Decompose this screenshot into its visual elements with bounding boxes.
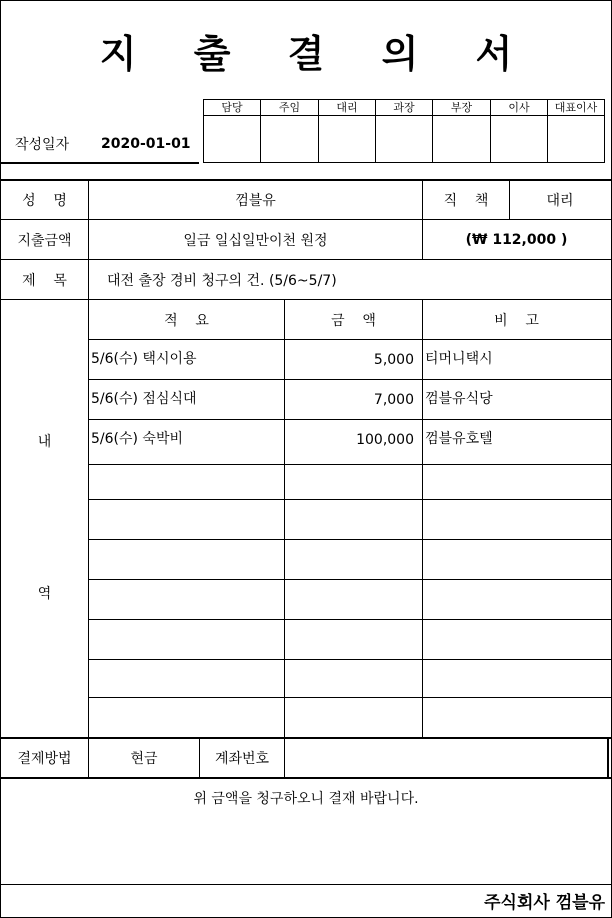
account-label: 계좌번호 [214,751,270,767]
request-text: 위 금액을 청구하오니 결재 바랍니다. [193,791,419,807]
approval-role: 이사 [491,100,548,115]
date-label: 작성일자 [15,137,70,153]
approval-sign-box[interactable] [548,115,604,162]
approval-role: 담당 [204,100,261,115]
payment-value: 현금 [130,751,158,767]
footer-divider [1,884,611,885]
column-divider [284,738,285,778]
approval-sign-box[interactable] [319,115,376,162]
approval-sign-box[interactable] [261,115,319,162]
details-header-desc: 적 요 [164,312,209,329]
account-value[interactable] [289,739,605,777]
position-label: 직 책 [443,192,489,209]
row-divider [88,659,611,660]
subject-value: 대전 출장 경비 청구의 건. (5/6~5/7) [107,272,337,289]
details-header-note: 비 고 [494,312,539,329]
approval-sign-box[interactable] [491,115,548,162]
approval-role: 과장 [376,100,433,115]
date-value: 2020-01-01 [101,136,191,152]
detail-desc: 5/6(수) 택시이용 [91,351,197,367]
approval-sign-box[interactable] [376,115,433,162]
date-underline [1,162,199,164]
name-value: 껌블유 [235,192,276,209]
details-label-bottom: 역 [37,586,52,602]
form-title: 지 출 결 의 서 [99,32,535,76]
row-divider [88,464,611,465]
row-divider [88,619,611,620]
detail-note: 티머니택시 [425,351,493,367]
amount-label: 지출금액 [17,232,72,249]
row-divider [88,697,611,698]
row-divider [88,539,611,540]
approval-sign-box[interactable] [204,115,261,162]
payment-row-bottom [1,777,611,779]
payment-label: 결제방법 [17,751,72,767]
name-label: 성 명 [22,192,67,209]
details-header-amount: 금 액 [331,312,376,329]
approval-role: 부장 [433,100,491,115]
column-divider [607,738,609,778]
position-value: 대리 [546,192,574,209]
details-label-top: 내 [37,434,52,450]
detail-amount: 5,000 [373,351,414,368]
company-name: 주식회사 껌블유 [484,892,605,913]
detail-amount: 100,000 [356,431,414,448]
detail-note: 껌블유호텔 [425,431,493,447]
approval-box [203,99,605,163]
amount-korean: 일금 일십일만이천 원정 [183,232,328,249]
row-divider [88,499,611,500]
label-column-divider [88,179,89,779]
column-divider [422,299,423,737]
detail-note: 껌블유식당 [425,391,493,407]
approval-role: 대표이사 [554,101,598,114]
amount-numeric: (₩ 112,000 ) [465,231,568,248]
approval-sign-box[interactable] [433,115,491,162]
row-divider [88,579,611,580]
detail-amount: 7,000 [373,391,414,408]
detail-desc: 5/6(수) 점심식대 [91,391,197,407]
detail-desc: 5/6(수) 숙박비 [91,431,184,447]
subject-label: 제 목 [22,272,67,289]
approval-role: 대리 [319,100,376,115]
approval-role: 주임 [261,100,319,115]
